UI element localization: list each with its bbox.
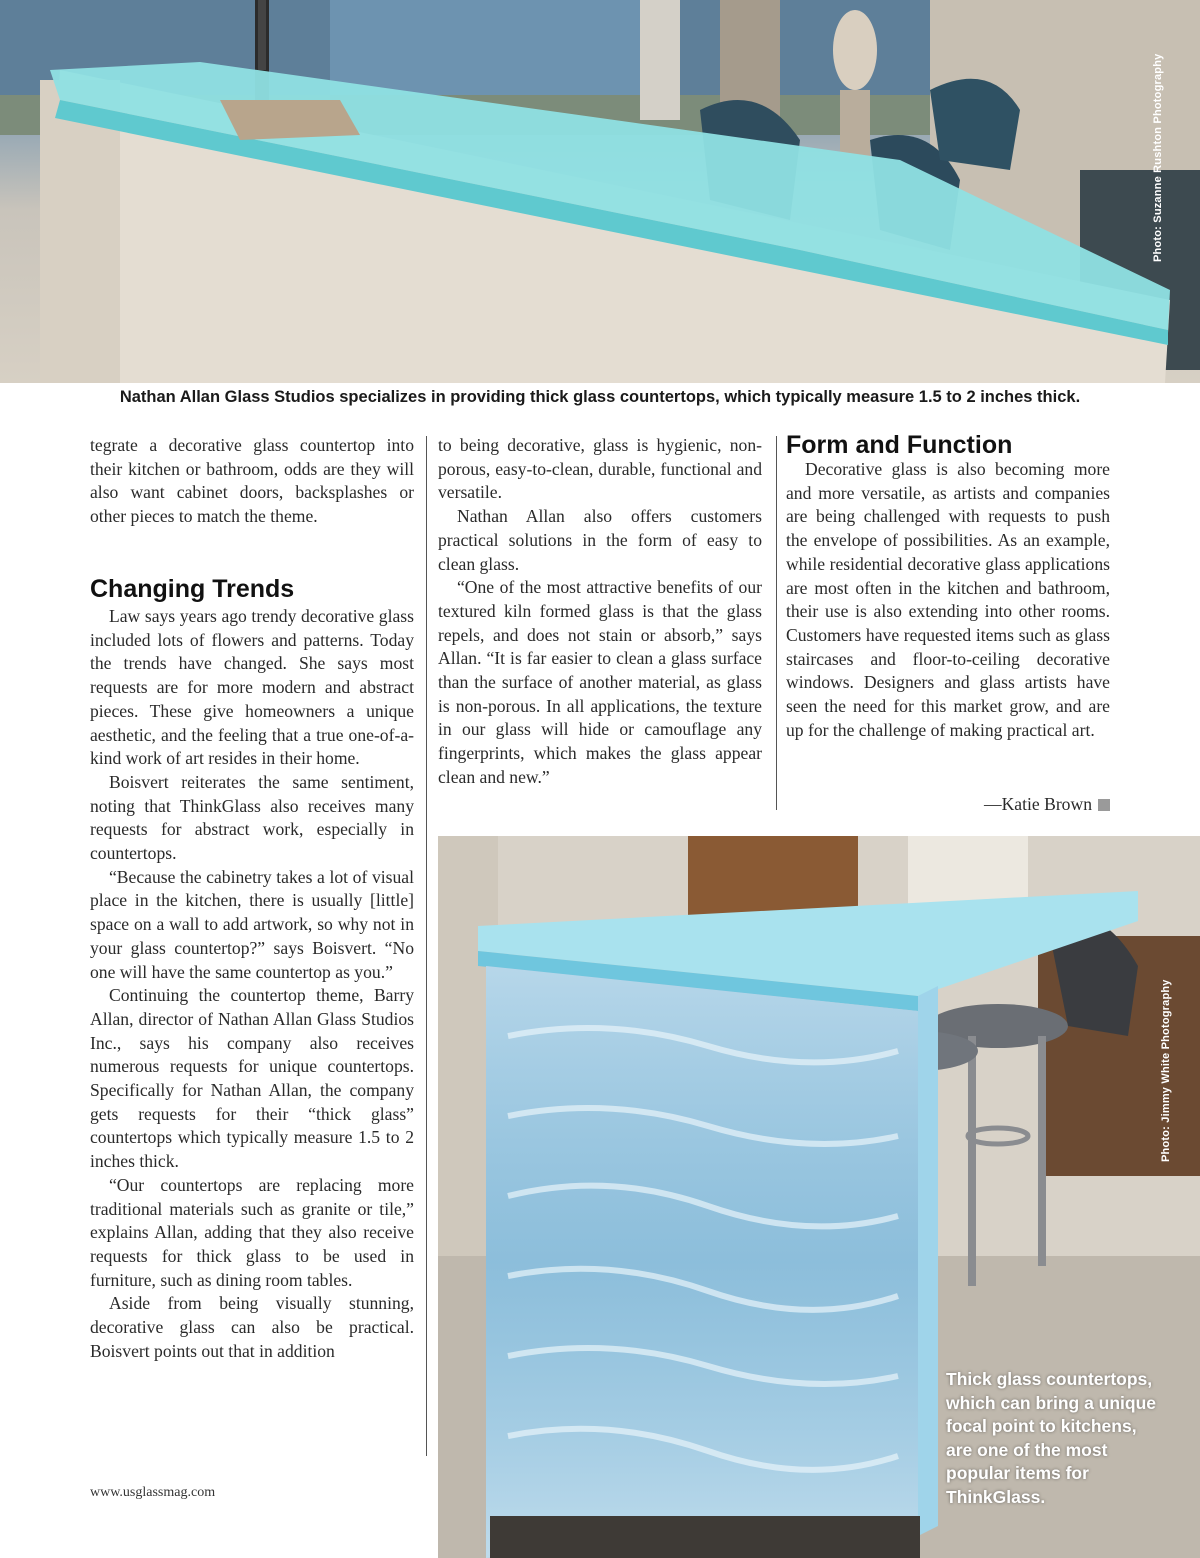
footer-website-url: www.usglassmag.com — [90, 1485, 216, 1500]
column-3 — [786, 458, 1110, 742]
col1-paragraph: Aside from being visually stunning, decorative glass can also be practical. Boisvert points out that in addition — [90, 1293, 414, 1361]
top-photo — [0, 0, 1200, 383]
bottom-photo-caption: Thick glass countertops, which can bring a unique focal point to kitchens, are one of the most popular items for ThinkGlass. — [946, 1369, 1157, 1507]
byline — [984, 794, 1110, 815]
kitchen-island-illustration — [0, 0, 1200, 383]
col1-paragraph: Continuing the countertop theme, Barry Allan, director of Nathan Allan Glass Studios Inc., says his company also receives numerous requests for unique countertops. Specifically for Nathan Allan, the company gets requests for their “thick glass” countertops which typically measure 1.5 to 2 inches thick. — [90, 985, 414, 1172]
col1-paragraph: Boisvert reiterates the same sentiment, noting that ThinkGlass also receives many requests for abstract work, especially in countertops. — [90, 771, 414, 864]
column-1-body — [90, 605, 414, 1364]
col2-intro-paragraph: to being decorative, glass is hygienic, non-porous, easy-to-clean, durable, functional and versatile. — [438, 435, 762, 503]
top-photo-caption: Nathan Allan Glass Studios specializes in providing thick glass countertops, which typically measure 1.5 to 2 inches thick. — [119, 388, 1081, 406]
col1-intro-paragraph: tegrate a decorative glass countertop into their kitchen or bathroom, odds are they will also want cabinet doors, backsplashes or other pieces to match the theme. — [90, 435, 414, 527]
top-photo-credit: Photo: Suzanne Rushton Photography — [1152, 53, 1164, 262]
col1-paragraph: “Because the cabinetry takes a lot of visual place in the kitchen, there is usually [little] space on a wall to add artwork, so why not in your glass countertop?” says Boisvert. “No one will have the same countertop as you.” — [90, 866, 414, 982]
column-1 — [90, 434, 414, 529]
heading-changing-trends: Changing Trends — [90, 575, 295, 603]
column-divider — [776, 436, 777, 810]
bottom-photo-credit: Photo: Jimmy White Photography — [1160, 979, 1172, 1162]
col1-paragraph: “Our countertops are replacing more traditional materials such as granite or tile,” explains Allan, adding that they also receive requests for thick glass to be used in furniture, such as dining room tables. — [90, 1174, 414, 1290]
end-mark-icon — [1098, 799, 1110, 811]
col2-paragraph: “One of the most attractive benefits of our textured kiln formed glass is that the glass repels, and does not stain or absorb,” says Allan. “It is far easier to clean a glass surface than the surface of another material, as glass is non-porous. In all applications, the texture in our glass will hide or camouflage any fingerprints, which makes the glass appear clean and new.” — [438, 577, 762, 787]
author-name: —Katie Brown — [984, 794, 1092, 814]
column-divider — [426, 436, 427, 1456]
col3-paragraph: Decorative glass is also becoming more and more versatile, as artists and companies are being challenged with requests to push the envelope of possibilities. As an example, while residential decorative glass applications are most often in the kitchen and bathroom, their use is also extending into other rooms. Customers have requested items such as glass staircases and floor-to-ceiling decorative windows. Designers and glass artists have seen the need for this market grow, and are up for the challenge of making practical art. — [786, 459, 1110, 740]
col1-paragraph: Law says years ago trendy decorative glass included lots of flowers and patterns. Today the trends have changed. She says most requests are for more modern and abstract pieces. These give homeowners a unique aesthetic, and the feeling that a true one-of-a-kind work of art resides in their home. — [90, 606, 414, 769]
heading-form-and-function: Form and Function — [786, 431, 1013, 459]
column-2 — [438, 434, 762, 790]
col2-paragraph: Nathan Allan also offers customers practical solutions in the form of easy to clean glass. — [438, 506, 762, 574]
